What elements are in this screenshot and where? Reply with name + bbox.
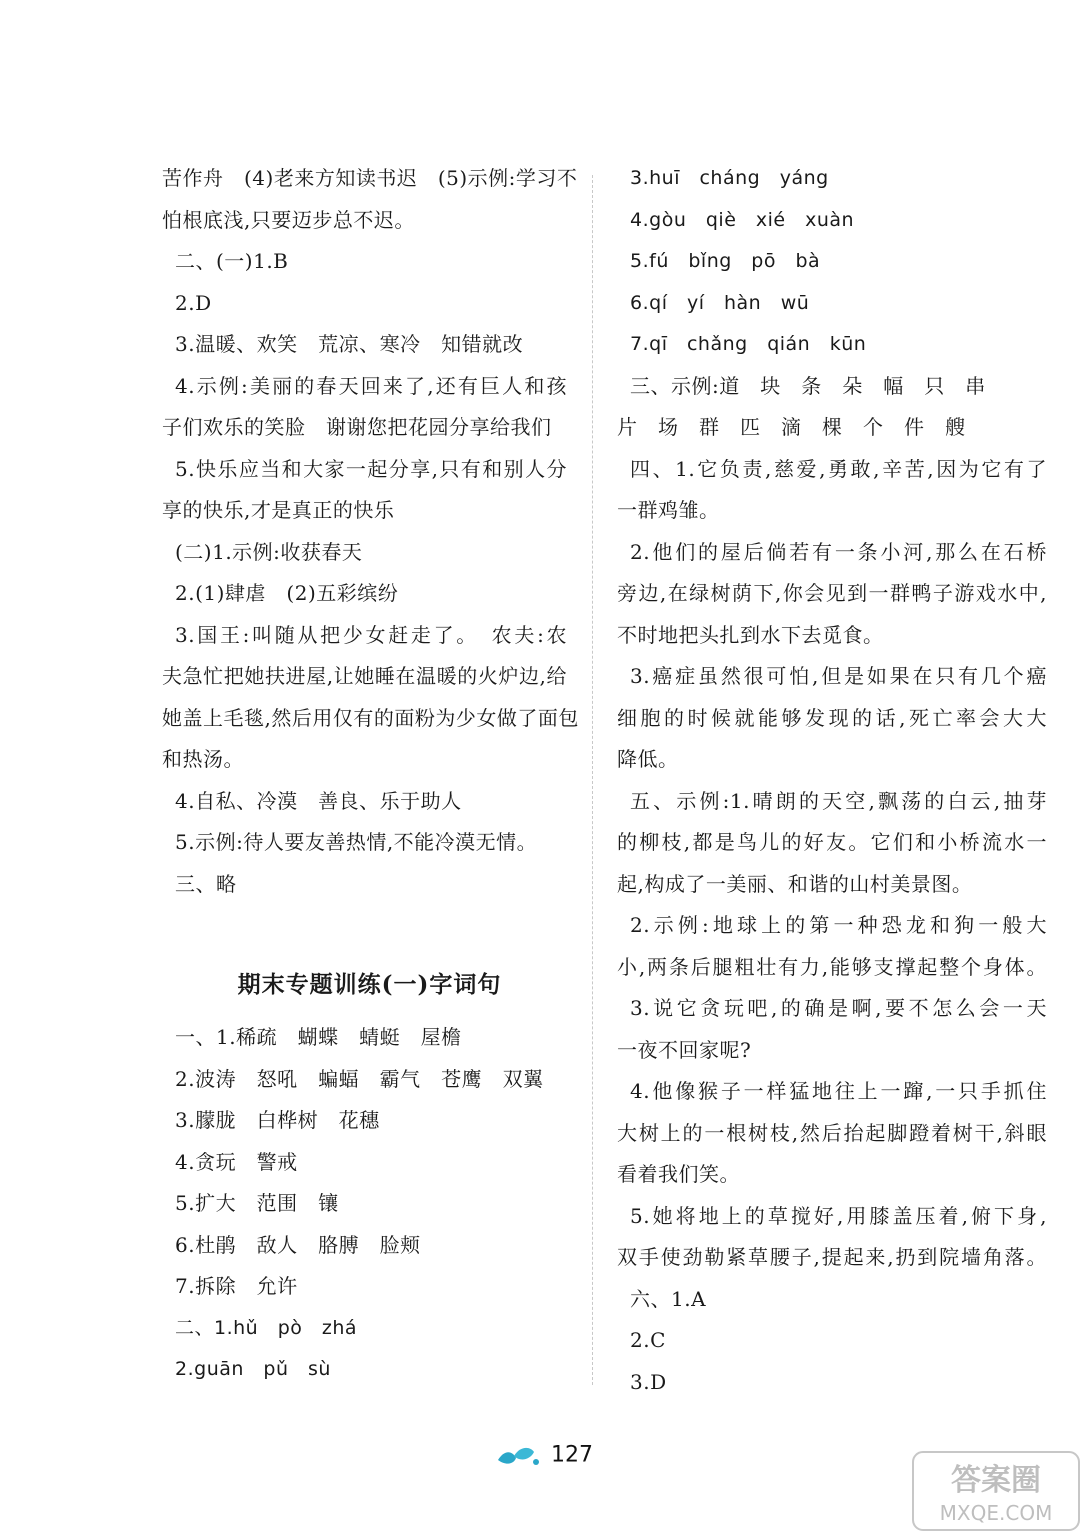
text-line: (二)1.示例:收获春天: [175, 539, 363, 564]
leaf-ornament-icon: [494, 1440, 542, 1470]
text-line: 4.他像猴子一样猛地往上一蹿,一只手抓住: [630, 1079, 1047, 1103]
watermark-title: 答案圈: [951, 1463, 1041, 1498]
text-line: 3.说它贪玩吧,的确是啊,要不怎么会一天: [630, 996, 1047, 1020]
text-line: 5.扩大 范围 镶: [175, 1191, 339, 1215]
text-line: 怕根底浅,只要迈步总不迟。: [162, 207, 415, 232]
text-line: 2.guān pǔ sù: [175, 1358, 331, 1380]
text-line: 五、示例:1.晴朗的天空,飘荡的白云,抽芽: [630, 788, 1047, 813]
text-line: 夫急忙把她扶进屋,让她睡在温暖的火炉边,给: [162, 664, 567, 688]
text-line: 3.朦胧 白桦树 花穗: [175, 1108, 380, 1132]
text-line: 的柳枝,都是鸟儿的好友。它们和小桥流水一: [617, 830, 1047, 854]
section-gap: [162, 905, 567, 953]
text-line: 看着我们笑。: [617, 1162, 740, 1186]
text-line: 片 场 群 匹 滴 棵 个 件 艘: [617, 415, 966, 439]
text-line: 2.示例:地球上的第一种恐龙和狗一般大: [630, 913, 1047, 937]
text-line: 4.贪玩 警戒: [175, 1149, 298, 1174]
text-line: 降低。: [617, 747, 679, 771]
text-line: 2.D: [175, 290, 212, 315]
text-line: 一群鸡雏。: [617, 498, 720, 522]
text-line: 享的快乐,才是真正的快乐: [162, 498, 395, 522]
text-line: 双手使劲勒紧草腰子,提起来,扔到院墙角落。: [617, 1245, 1047, 1269]
text-line: 四、1.它负责,慈爱,勇敢,辛苦,因为它有了: [630, 456, 1047, 481]
text-line: 二、(一)1.B: [175, 249, 289, 273]
column-divider: [592, 175, 593, 1385]
text-line: 2.他们的屋后倘若有一条小河,那么在石桥: [630, 539, 1047, 564]
text-line: 苦作舟 (4)老来方知读书迟 (5)示例:学习不: [162, 166, 578, 190]
text-line: 4.示例:美丽的春天回来了,还有巨人和孩: [175, 373, 567, 398]
text-line: 一夜不回家呢?: [617, 1037, 752, 1062]
text-line: 二、1.hǔ pò zhá: [175, 1316, 358, 1339]
text-line: 6.qí yí hàn wū: [630, 291, 810, 314]
text-line: 起,构成了一美丽、和谐的山村美景图。: [617, 871, 973, 896]
text-line: 六、1.A: [630, 1286, 707, 1311]
text-line: 5.fú bǐng pō bà: [630, 250, 821, 272]
text-line: 旁边,在绿树荫下,你会见到一群鸭子游戏水中,: [617, 581, 1047, 605]
text-line: 2.(1)肆虐 (2)五彩缤纷: [175, 581, 399, 605]
text-line: 5.她将地上的草搅好,用膝盖压着,俯下身,: [630, 1203, 1047, 1228]
text-line: 和热汤。: [162, 747, 244, 771]
right-column: [617, 158, 1047, 1403]
text-line: 2.波涛 怒吼 蝙蝠 霸气 苍鹰 双翼: [175, 1066, 544, 1091]
text-line: 4.自私、冷漠 善良、乐于助人: [175, 788, 462, 813]
watermark-logo: [911, 1450, 1081, 1532]
text-line: 3.国王:叫随从把少女赶走了。 农夫:农: [175, 622, 567, 647]
text-line: 三、示例:道 块 条 朵 幅 只 串: [630, 373, 986, 398]
text-line: 子们欢乐的笑脸 谢谢您把花园分享给我们: [162, 415, 552, 439]
page-number: 127: [551, 1442, 594, 1468]
answers-section-1: [162, 1017, 567, 1391]
text-line: 3.癌症虽然很可怕,但是如果在只有几个癌: [630, 664, 1047, 688]
text-line: 3.温暖、欢笑 荒凉、寒冷 知错就改: [175, 332, 524, 356]
text-line: 一、1.稀疏 蝴蝶 蜻蜓 屋檐: [175, 1025, 462, 1049]
answers-continued: [162, 158, 579, 905]
text-line: 小,两条后腿粗壮有力,能够支撑起整个身体。: [617, 954, 1047, 979]
text-line: 她盖上毛毯,然后用仅有的面粉为少女做了面包: [162, 705, 579, 730]
text-line: 三、略: [175, 871, 237, 896]
text-line: 不时地把头扎到水下去觅食。: [617, 622, 884, 647]
text-line: 细胞的时候就能够发现的话,死亡率会大大: [617, 705, 1047, 730]
text-line: 5.快乐应当和大家一起分享,只有和别人分: [175, 456, 567, 481]
text-line: 5.示例:待人要友善热情,不能冷漠无情。: [175, 830, 538, 854]
text-line: 2.C: [630, 1328, 666, 1352]
left-column: [162, 158, 579, 1391]
text-line: 3.D: [630, 1369, 667, 1394]
text-line: 7.qī chǎng qián kūn: [630, 333, 867, 355]
answers-right: [617, 158, 1047, 1403]
text-line: 7.拆除 允许: [175, 1274, 298, 1298]
text-line: 3.huī cháng yáng: [630, 167, 829, 189]
watermark-url: MXQE.COM: [939, 1501, 1053, 1525]
text-line: 4.gòu qiè xié xuàn: [630, 208, 855, 231]
text-line: 大树上的一根树枝,然后抬起脚蹬着树干,斜眼: [617, 1120, 1047, 1145]
text-line: 6.杜鹃 敌人 胳膊 脸颊: [175, 1232, 421, 1257]
section-title: 期末专题训练(一)字词句: [237, 971, 502, 998]
